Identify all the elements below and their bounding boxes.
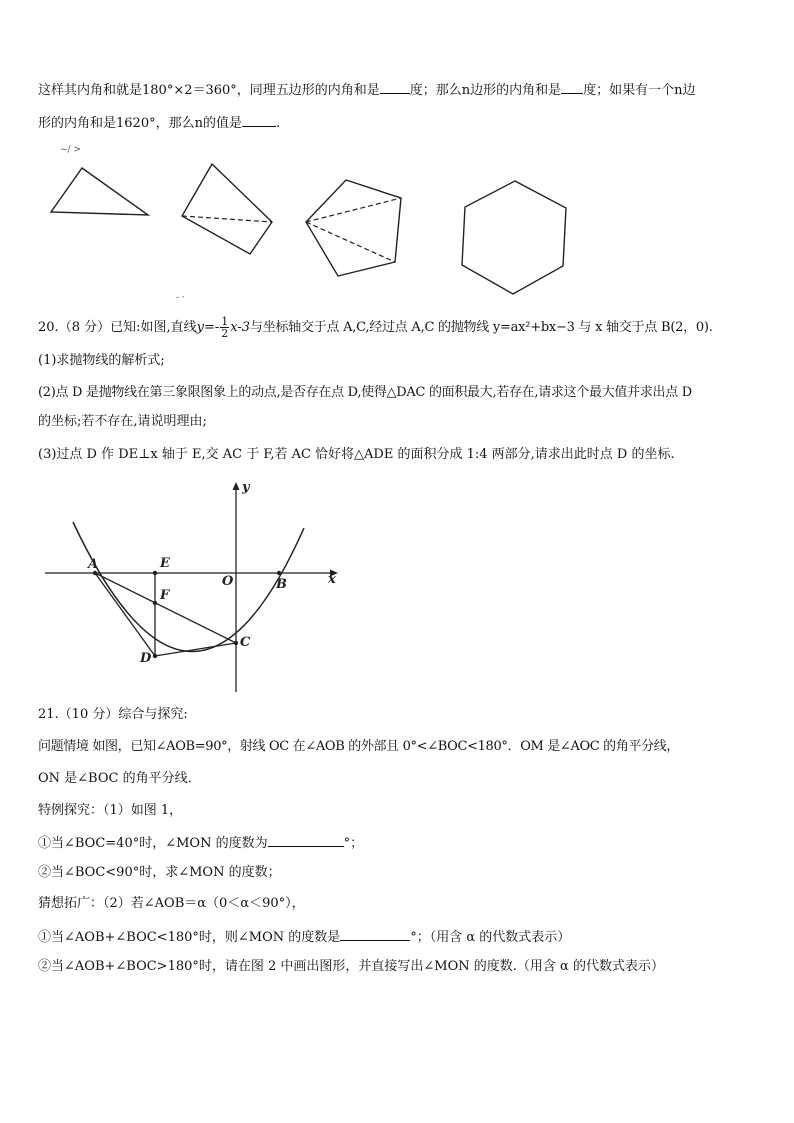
point-F [153, 601, 157, 605]
q19-line-1-b: 度；那么n边形的内角和是 [409, 83, 562, 98]
q20-part-2b: 的坐标;若不存在,请说明理由; [38, 414, 207, 429]
segment-AD [95, 573, 155, 656]
answer-blank-pentagon [380, 81, 410, 94]
polygons-bottom-mark: - · [176, 293, 185, 302]
q20-fraction-numerator: 1 [221, 315, 229, 328]
q21-line-4-a: ①当∠BOC=40°时，∠MON 的度数为 [38, 836, 268, 851]
point-E [153, 571, 157, 575]
q21-line-1: 问题情境 如图，已知∠AOB=90°，射线 OC 在∠AOB 的外部且 0°<∠BOC<180°．OM 是∠AOC 的角平分线， [38, 739, 680, 754]
polygons-corner-mark: ~/ > [60, 145, 81, 155]
answer-blank-n-value [242, 114, 276, 127]
hexagon-shape [462, 181, 566, 294]
y-axis-arrow-icon [233, 482, 240, 490]
segment-AC [95, 573, 236, 643]
q20-number: 20. [38, 320, 59, 335]
parabola-figure [40, 478, 350, 696]
q19-line-2-a: 形的内角和是1620°，那么n的值是 [38, 116, 242, 131]
q19-line-1-a: 这样其内角和就是180°×2＝360°，同理五边形的内角和是 [38, 83, 380, 98]
quadrilateral-shape [182, 164, 272, 254]
q20-eq-tail: x-3 [230, 320, 251, 335]
label-E: E [160, 556, 170, 571]
answer-blank-mon-40 [268, 834, 344, 847]
q19-line-2-b: . [275, 116, 281, 131]
label-x: x [328, 572, 336, 587]
quadrilateral-diagonal [182, 216, 272, 222]
polygons-figure [30, 140, 590, 302]
answer-blank-mon-alpha [340, 928, 410, 941]
label-A: A [88, 557, 99, 572]
point-D [153, 654, 157, 658]
q21-line-4-b: °； [343, 836, 364, 851]
q19-line-1-c: 度；如果有一个n边 [583, 83, 696, 98]
q21-line-5: ②当∠BOC<90°时，求∠MON 的度数； [38, 865, 281, 880]
q20-part-3: (3)过点 D 作 DE⊥x 轴于 E,交 AC 于 F,若 AC 恰好将△ADE 的面积分成 1:4 两部分,请求出此时点 D 的坐标. [38, 447, 675, 462]
point-C [234, 641, 238, 645]
q21-line-6: 猜想拓广：（2）若∠AOB＝α（0＜α＜90°）， [38, 896, 305, 911]
answer-blank-n-gon [561, 81, 583, 94]
q21-line-3: 特例探究：（1）如图 1， [38, 803, 183, 818]
q21-line-7-b: °；（用含 α 的代数式表示） [410, 930, 571, 945]
q21-title: 21.（10 分）综合与探究: [38, 707, 188, 722]
q19-line-1 [38, 81, 696, 100]
label-F: F [160, 588, 170, 603]
q20-line-1 [38, 316, 713, 339]
label-C: C [240, 635, 251, 650]
q21-line-4 [38, 834, 363, 853]
q21-line-7 [38, 928, 570, 947]
q20-fraction [220, 316, 229, 339]
q21-line-7-a: ①当∠AOB+∠BOC<180°时，则∠MON 的度数是 [38, 930, 341, 945]
label-y: y [242, 480, 250, 495]
q20-part-2a: (2)点 D 是抛物线在第三象限图象上的动点,是否存在点 D,使得△DAC 的面积最大,若存在,请求这个最大值并求出点 D [38, 385, 692, 400]
q20-intro-b: 与坐标轴交于点 A,C,经过点 A,C 的抛物线 y=ax²+bx−3 与 x 轴交于点 B(2，0). [250, 320, 713, 335]
label-D: D [140, 651, 152, 666]
q20-part-1: (1)求抛物线的解析式; [38, 353, 165, 368]
label-O: O [222, 574, 234, 589]
q20-eq-y: y=- [196, 320, 220, 335]
q19-line-2 [38, 114, 280, 133]
parabola-curve [73, 522, 304, 652]
label-B: B [276, 577, 287, 592]
triangle-shape [51, 168, 148, 215]
pentagon-diagonal-1 [306, 198, 401, 222]
q20-fraction-denominator: 2 [221, 327, 229, 340]
q20-score: （8 分） [58, 320, 111, 335]
pentagon-diagonal-2 [306, 222, 395, 262]
point-B [277, 571, 281, 575]
pentagon-shape [306, 180, 401, 276]
q21-line-8: ②当∠AOB+∠BOC>180°时，请在图 2 中画出图形，并直接写出∠MON 的度数.（用含 α 的代数式表示） [38, 959, 664, 974]
q20-intro-a: 已知:如图,直线 [110, 320, 197, 335]
q21-line-2: ON 是∠BOC 的角平分线． [38, 771, 201, 786]
